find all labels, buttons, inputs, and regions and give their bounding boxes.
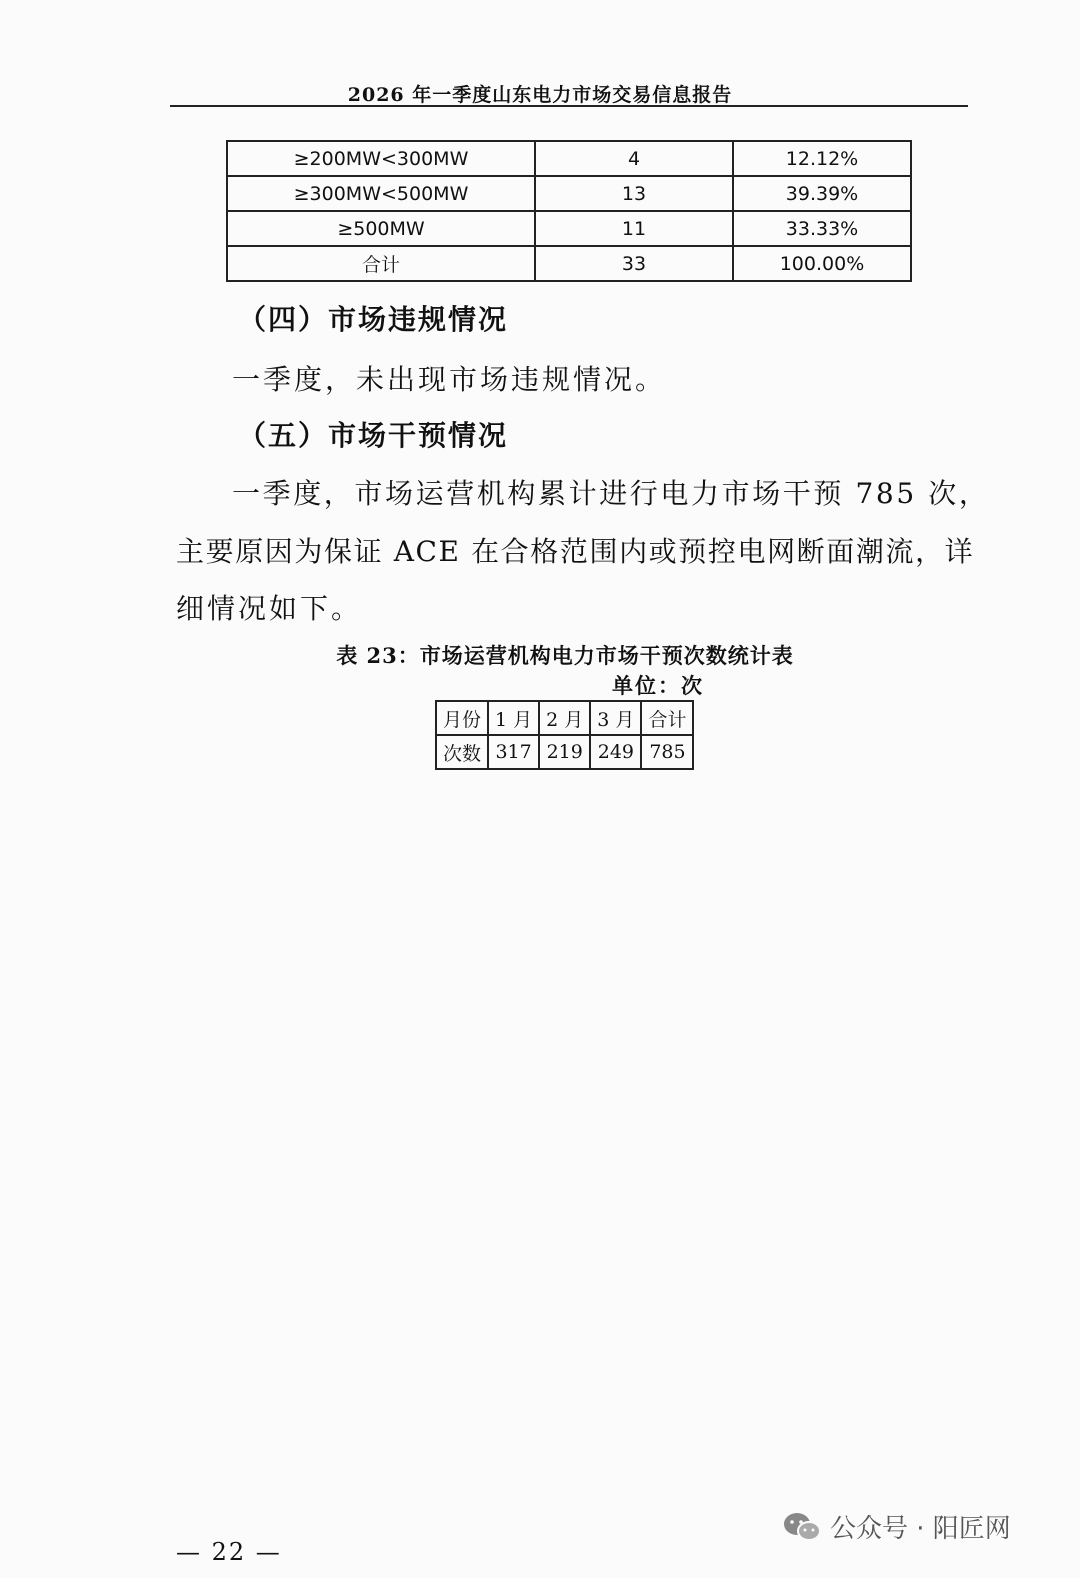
table-row bbox=[227, 141, 911, 176]
table-cell: 33 bbox=[535, 246, 733, 281]
table-header-cell: 月份 bbox=[436, 701, 488, 735]
paragraph-line: 细情况如下。 bbox=[176, 592, 363, 625]
intervention-count-table bbox=[435, 700, 694, 770]
table-cell: 100.00% bbox=[733, 246, 911, 281]
report-header-title: 2026 年一季度山东电力市场交易信息报告 bbox=[347, 84, 733, 106]
table-header-row bbox=[436, 701, 693, 735]
table-cell: 次数 bbox=[436, 735, 488, 769]
table-row bbox=[227, 176, 911, 211]
table-cell: 219 bbox=[539, 735, 590, 769]
table-row bbox=[227, 246, 911, 281]
watermark-text: 公众号 · 阳匠网 bbox=[830, 1514, 1011, 1544]
table-cell: 13 bbox=[535, 176, 733, 211]
table-cell: 785 bbox=[641, 735, 693, 769]
table-unit-label: 单位：次 bbox=[612, 673, 704, 698]
paragraph-line: 一季度，未出现市场违规情况。 bbox=[232, 363, 667, 396]
section-heading-interventions: （五）市场干预情况 bbox=[238, 419, 509, 452]
watermark bbox=[782, 1508, 1011, 1545]
table-cell: 39.39% bbox=[733, 176, 911, 211]
table-cell: 合计 bbox=[227, 246, 535, 281]
table-caption: 表 23：市场运营机构电力市场干预次数统计表 bbox=[336, 643, 794, 668]
table-cell: 249 bbox=[590, 735, 641, 769]
header-divider bbox=[170, 105, 968, 107]
page-number: — 22 — bbox=[176, 1538, 282, 1566]
table-cell: ≥300MW<500MW bbox=[227, 176, 535, 211]
paragraph-line: 一季度，市场运营机构累计进行电力市场干预 785 次， bbox=[232, 477, 990, 510]
wechat-icon bbox=[782, 1511, 822, 1543]
table-cell: 4 bbox=[535, 141, 733, 176]
table-cell: 12.12% bbox=[733, 141, 911, 176]
table-cell: ≥200MW<300MW bbox=[227, 141, 535, 176]
table-cell: 33.33% bbox=[733, 211, 911, 246]
paragraph-line: 主要原因为保证 ACE 在合格范围内或预控电网断面潮流，详 bbox=[176, 535, 975, 568]
table-cell: 317 bbox=[488, 735, 539, 769]
table-row bbox=[227, 211, 911, 246]
table-header-cell: 2 月 bbox=[539, 701, 590, 735]
section-heading-violations: （四）市场违规情况 bbox=[238, 303, 509, 336]
table-cell: ≥500MW bbox=[227, 211, 535, 246]
table-header-cell: 合计 bbox=[641, 701, 693, 735]
table-row bbox=[436, 735, 693, 769]
table-header-cell: 1 月 bbox=[488, 701, 539, 735]
table-cell: 11 bbox=[535, 211, 733, 246]
capacity-distribution-table bbox=[226, 140, 912, 282]
table-header-cell: 3 月 bbox=[590, 701, 641, 735]
